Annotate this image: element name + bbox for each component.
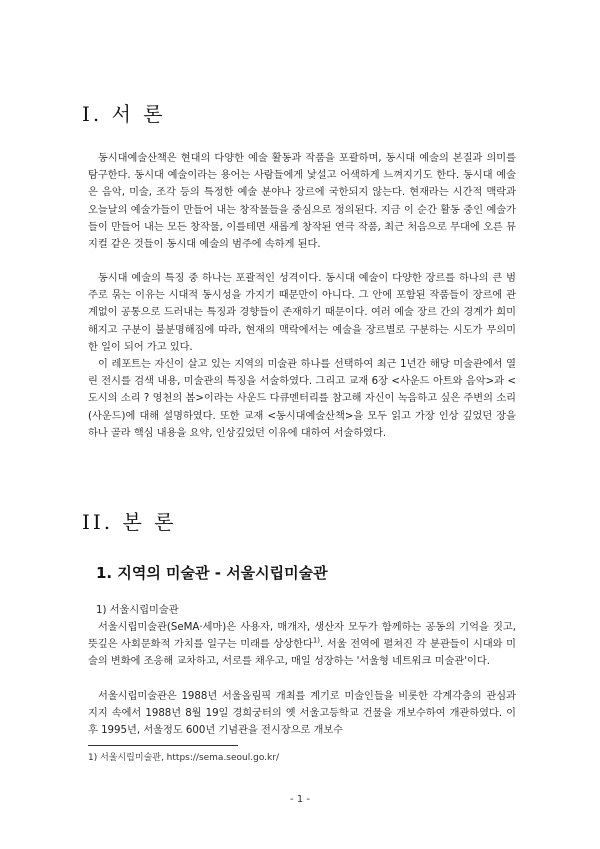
body-heading: II. 본 론 [82, 510, 177, 534]
body-paragraph-1-main: 서울시립미술관(SeMA·세마)은 사용자, 매개자, 생산자 모두가 함께하는 공동의 기억을 짓고, 뜻깊은 사회문화적 가치를 일구는 미래를 상상한다 [88, 622, 516, 651]
section-title: 1. 지역의 미술관 - 서울시립미술관 [96, 564, 328, 582]
page-number: - 1 - [290, 794, 310, 805]
body-paragraph-1 [88, 619, 516, 671]
intro-paragraph-2: 동시대 예술의 특징 중 하나는 포괄적인 성격이다. 동시대 예술이 다양한 장르를 하나의 큰 범주로 묶는 이유는 시대적 동시성을 가지기 때문만이 아니다. 그 안에 포함된 작품들이 장르에 관계없이 공통으로 드러내는 특징과 경향들이 존재하기 때문이다. 여러 예술 장르 간의 경계가 희미해지고 구분이 불분명해짐에 따라, 현재의 맥락에서는 예술을 장르별로 구분하는 시도가 무의미한 일이 되어 가고 있다. [88, 273, 516, 353]
body-paragraph-2: 서울시립미술관은 1988년 서울올림픽 개최를 계기로 미술인들을 비롯한 각계각층의 관심과 지지 속에서 1988년 8월 19일 경희궁터의 옛 서울고등학교 건물을 개보수하여 개관하였다. 이후 1995년, 서울정도 600년 기념관을 전시장으로 개보수 [88, 691, 516, 737]
footnote-reference[interactable]: 1) [312, 636, 321, 645]
body-paragraph-1-rest: . 서울 전역에 펼쳐진 각 분관들이 시대와 미술의 변화에 조응해 교차하고, 서로를 채우고, 매일 성장하는 '서울형 네트워크 미술관'이다. [88, 639, 516, 668]
intro-heading: I. 서 론 [82, 102, 166, 126]
subsection-title: 1) 서울시립미술관 [96, 605, 179, 616]
intro-paragraph-3: 이 레포트는 자신이 살고 있는 지역의 미술관 하나를 선택하여 최근 1년간 해당 미술관에서 열린 전시를 검색 내용, 미술관의 특징을 서술하였다. 그리고 교재 6장 <사운드 아트와 음악>과 <도시의 소리 ? 영천의 봄>이라는 사운드 다큐멘터리를 참고해 자신이 녹음하고 싶은 주변의 소리(사운드)에 대해 설명하였다. 또한 교재 <동시대예술산책>을 모두 읽고 가장 인상 깊었던 장을 하나 골라 핵심 내용을 요약, 인상깊었던 이유에 대하여 서술하였다. [88, 359, 516, 439]
intro-paragraph-1: 동시대예술산책은 현대의 다양한 예술 활동과 작품을 포괄하며, 동시대 예술의 본질과 의미를 탐구한다. 동시대 예술이라는 용어는 사람들에게 낯설고 어색하게 느껴지기도 한다. 동시대 예술은 음악, 미술, 조각 등의 특정한 예술 분야나 장르에 국한되지 않는다. 현재라는 시간적 맥락과 오늘날의 예술가들이 만들어 내는 창작물들을 중심으로 정의된다. 지금 이 순간 활동 중인 예술가들이 만들어 내는 모든 창작물, 이를테면 새롭게 창작된 연극 작품, 최근 처음으로 무대에 오른 뮤지컬 같은 것들이 동시대 예술의 범주에 속하게 된다. [88, 153, 516, 251]
footnote-divider [88, 745, 238, 746]
footnote-text: 1) 서울시립미술관, https://sema.seoul.go.kr/ [88, 753, 279, 763]
